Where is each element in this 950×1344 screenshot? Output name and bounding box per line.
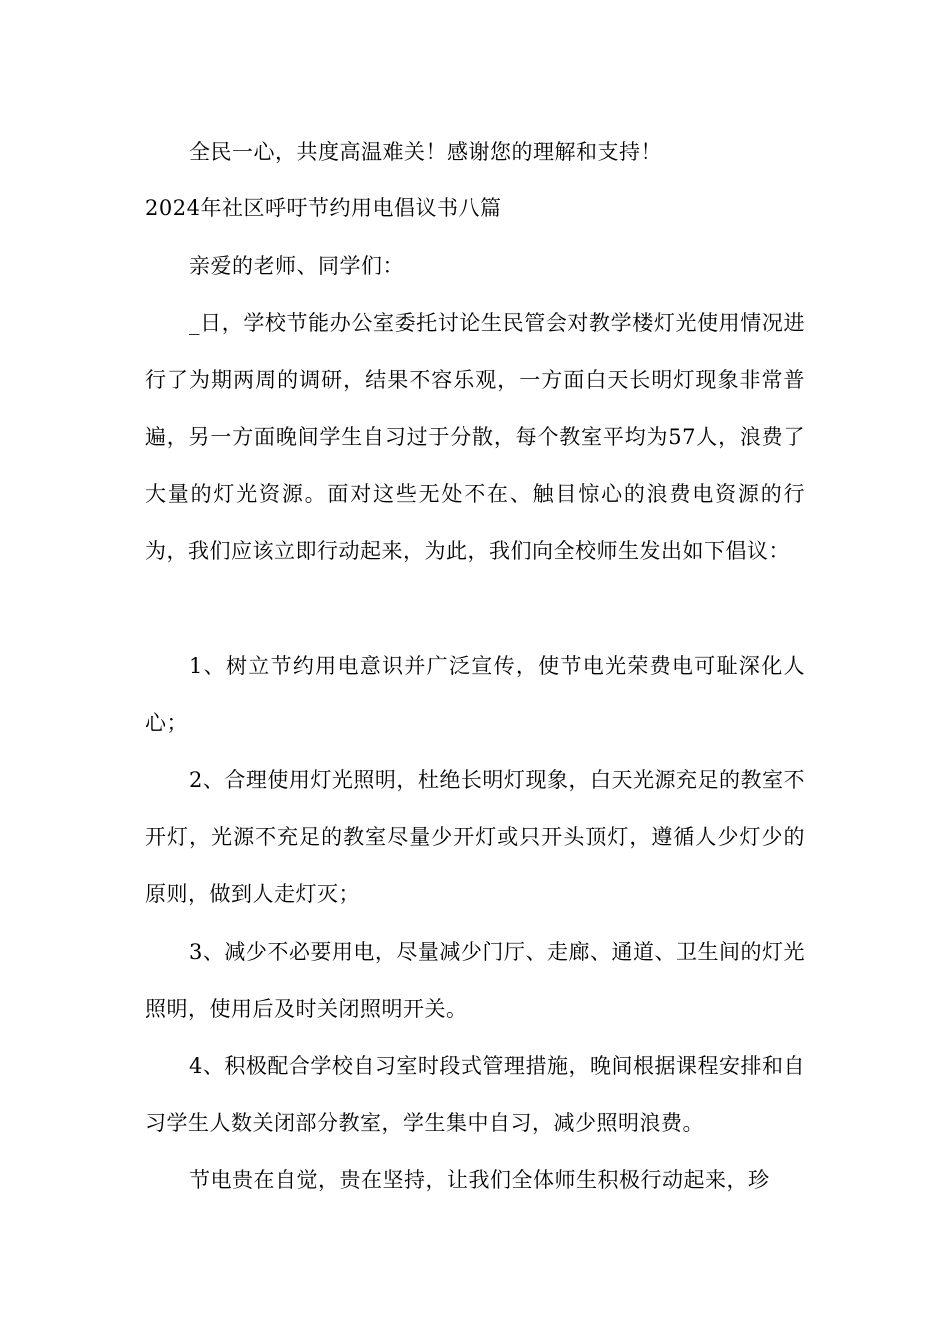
proposal-item-1: 1、树立节约用电意识并广泛宣传，使节电光荣费电可耻深化人心； xyxy=(145,654,805,735)
closing-paragraph: 节电贵在自觉，贵在坚持，让我们全体师生积极行动起来，珍 xyxy=(189,1168,770,1192)
intro-paragraph: _日，学校节能办公室委托讨论生民管会对教学楼灯光使用情况进行了为期两周的调研，结果不容乐观，一方面白天长明灯现象非常普遍，另一方面晚间学生自习过于分散，每个教室平均为57人，浪费了大量的灯光资源。面对这些无处不在、触目惊心的浪费电资源的行为，我们应该立即行动起来，为此，我们向全校师生发出如下倡议： xyxy=(145,311,805,563)
proposal-item-2: 2、合理使用灯光照明，杜绝长明灯现象，白天光源充足的教室不开灯，光源不充足的教室尽量少开灯或只开头顶灯，遵循人少灯少的原则，做到人走灯灭； xyxy=(145,768,805,906)
proposal-item-4: 4、积极配合学校自习室时段式管理措施，晚间根据课程安排和自习学生人数关闭部分教室，学生集中自习，减少照明浪费。 xyxy=(145,1054,805,1135)
proposal-item-3: 3、减少不必要用电，尽量减少门厅、走廊、通道、卫生间的灯光照明，使用后及时关闭照明开关。 xyxy=(145,940,805,1021)
closing-line: 全民一心，共度高温难关！感谢您的理解和支持！ xyxy=(189,140,662,164)
salutation: 亲爱的老师、同学们： xyxy=(189,254,404,278)
document-title: 2024年社区呼吁节约用电倡议书八篇 xyxy=(145,196,502,220)
